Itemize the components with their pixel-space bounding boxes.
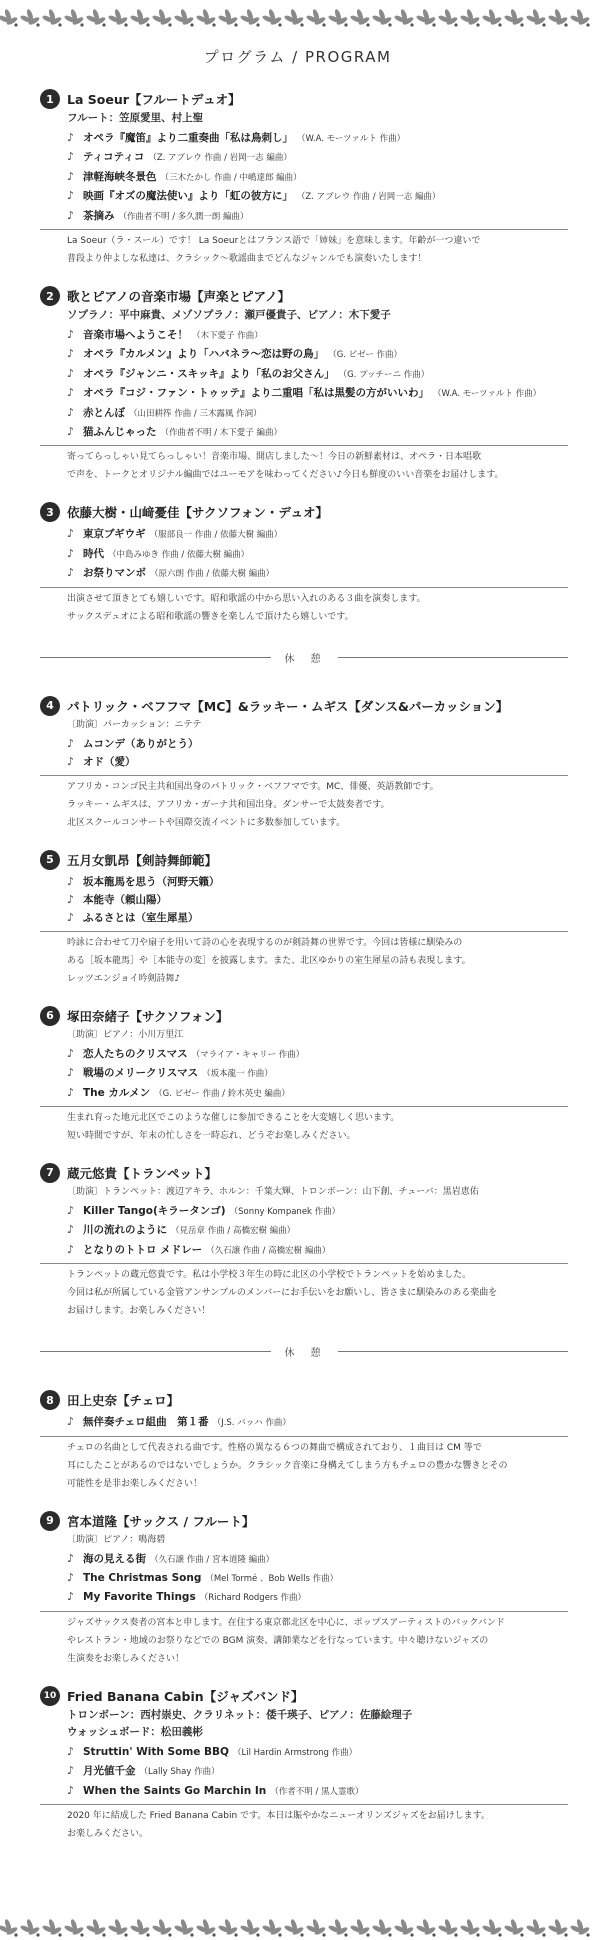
song-list	[40, 1045, 568, 1103]
song-title: My Favorite Things	[83, 1591, 196, 1604]
item-header	[40, 1162, 568, 1184]
music-note-icon: ♪	[67, 1783, 75, 1797]
holly-leaf	[130, 9, 151, 27]
holly-leaf	[394, 1919, 415, 1937]
song-item	[67, 1743, 568, 1762]
music-note-icon: ♪	[67, 425, 75, 439]
song-item	[67, 1064, 568, 1083]
song-credit: （Z. アブレウ 作曲 / 岩岡一志 編曲）	[148, 153, 292, 164]
song-item	[67, 1045, 568, 1064]
item-title: 塚田奈緒子【サクソフォン】	[67, 1008, 229, 1024]
song-item	[67, 564, 568, 583]
holly-leaf	[526, 1919, 547, 1937]
program-item	[40, 1005, 568, 1145]
music-note-icon: ♪	[67, 189, 75, 203]
holly-leaf	[196, 9, 217, 27]
song-title: Killer Tango(キラータンゴ)	[83, 1204, 226, 1217]
song-title: オペラ『カルメン』より「ハバネラ〜恋は野の鳥」	[83, 348, 325, 361]
description-line: 生まれ育った地元北区でこのような催しに参加できることを大変嬉しく思います。	[67, 1112, 400, 1123]
performer-line: トロンボーン：西村崇史、クラリネット：倭千瑛子、ピアノ：佐藤絵理子	[67, 1708, 413, 1721]
song-item	[67, 909, 568, 927]
holly-leaf	[108, 1919, 129, 1937]
item-number-badge: 3	[40, 502, 60, 522]
holly-leaf	[504, 1919, 525, 1937]
song-title: The カルメン	[83, 1086, 151, 1099]
music-note-icon: ♪	[67, 1223, 75, 1237]
holly-leaf	[504, 9, 525, 27]
song-title: 戦場のメリークリスマス	[83, 1067, 199, 1080]
song-title: 映画『オズの魔法使い』より「虹の彼方に」	[83, 190, 293, 203]
song-item	[67, 326, 568, 345]
holly-leaf	[86, 9, 107, 27]
holly-leaf	[350, 1919, 371, 1937]
song-title: 猫ふんじゃった	[83, 426, 157, 439]
item-title: 宮本道隆【サックス / フルート】	[67, 1513, 255, 1529]
holly-leaf	[42, 9, 63, 27]
item-title: 依藤大樹・山﨑憂佳【サクソフォン・デュオ】	[67, 505, 329, 521]
song-title: 津軽海峡冬景色	[83, 170, 157, 183]
song-title: ふるさとは（室生犀星）	[83, 912, 199, 925]
item-description	[40, 1804, 568, 1843]
song-list	[40, 525, 568, 583]
description-line: 2020 年に結成した Fried Banana Cabin です。本日は賑やかなニューオリンズジャズをお届けします。	[67, 1811, 490, 1821]
music-note-icon: ♪	[67, 366, 75, 380]
holly-leaf	[482, 9, 503, 27]
song-title: オペラ『魔笛』より二重奏曲「私は鳥刺し」	[83, 132, 293, 144]
description-line: 北区スクールコンサートや国際交流イベントに多数参加しています。	[67, 817, 346, 828]
holly-leaf	[438, 9, 459, 27]
song-title: 無伴奏チェロ組曲 第１番	[83, 1416, 209, 1429]
music-note-icon: ♪	[67, 347, 75, 361]
holly-leaf	[460, 9, 481, 27]
description-line: レッツエンジョイ吟剣詩舞♪	[67, 973, 181, 984]
holly-leaf	[460, 1919, 481, 1937]
song-item	[67, 1588, 568, 1607]
divider-rule	[40, 657, 271, 658]
song-credit: （W.A. モーツァルト 作曲）	[297, 134, 406, 144]
song-credit: （中島みゆき 作曲 / 依藤大樹 編曲）	[108, 549, 250, 560]
song-item	[67, 1202, 568, 1221]
holly-leaf	[570, 1919, 591, 1937]
song-credit: （マライア・キャリー 作曲）	[191, 1049, 305, 1060]
music-note-icon: ♪	[67, 405, 75, 419]
holly-leaf	[196, 1919, 217, 1937]
song-credit: （Lil Hardin Armstrong 作曲）	[232, 1747, 358, 1758]
song-list	[40, 129, 568, 226]
music-note-icon: ♪	[67, 755, 75, 769]
song-item	[67, 1241, 568, 1260]
holly-leaf	[394, 9, 415, 27]
description-line: ジャズサックス奏者の宮本と申します。在住する東京都北区を中心に、ポップスアーティストのバックバンド	[67, 1617, 505, 1628]
music-note-icon: ♪	[67, 208, 75, 222]
music-note-icon: ♪	[67, 1066, 75, 1080]
song-credit: （木下愛子 作曲）	[192, 331, 263, 342]
holly-leaf	[240, 9, 261, 27]
item-title: パトリック・ベフフマ【MC】&ラッキー・ムギス【ダンス&パーカッション】	[67, 698, 509, 714]
music-note-icon: ♪	[67, 131, 75, 144]
holly-leaf	[570, 9, 591, 27]
description-line: アフリカ・コンゴ民主共和国出身のパトリック・ベフフマです。MC、俳優、英語教師です。	[67, 781, 439, 792]
song-list	[40, 1202, 568, 1260]
holly-leaf	[218, 1919, 239, 1937]
description-line: 可能性を是非お楽しみください！	[67, 1478, 203, 1489]
holly-leaf	[284, 9, 305, 27]
music-note-icon: ♪	[67, 1570, 75, 1584]
item-header	[40, 88, 568, 110]
song-title: Struttin' With Some BBQ	[83, 1745, 229, 1758]
item-number-badge: 9	[40, 1511, 60, 1531]
music-note-icon: ♪	[67, 1085, 75, 1099]
holly-leaf	[152, 1919, 173, 1937]
song-title: 時代	[83, 547, 104, 560]
song-item	[67, 753, 568, 771]
holly-leaf	[350, 9, 371, 27]
item-header	[40, 1389, 568, 1411]
music-note-icon: ♪	[67, 736, 75, 750]
assist-line: 〔助演〕パーカッション：ニテテ	[67, 719, 202, 730]
description-line: 短い時間ですが、年末の忙しさを一時忘れ、どうぞお楽しみください。	[67, 1130, 356, 1141]
song-credit: （G. プッチーニ 作曲）	[338, 369, 430, 380]
performer-line: ソプラノ：平中麻貴、メゾソプラノ：瀬戸優貴子、ピアノ：木下愛子	[67, 309, 391, 322]
divider-rule	[338, 657, 569, 658]
description-line: トランペットの蔵元悠貴です。私は小学校３年生の時に北区の小学校でトランペットを始めました。	[67, 1270, 472, 1281]
item-header	[40, 849, 568, 871]
assist-line: 〔助演〕トランペット：渡辺アキラ、ホルン：千葉大輝、トロンボーン：山下創、チューバ：黒岩恵佑	[67, 1186, 479, 1197]
description-line: ラッキー・ムギスは、アフリカ・ガーナ共和国出身。ダンサーで太鼓奏者です。	[67, 799, 390, 810]
holly-leaf	[174, 1919, 195, 1937]
item-header	[40, 1510, 568, 1532]
song-credit: （Richard Rodgers 作曲）	[199, 1593, 307, 1604]
description-line: チェロの名曲として代表される曲です。性格の異なる６つの舞曲で構成されており、１曲目は CM 等で	[67, 1442, 482, 1453]
song-item	[67, 873, 568, 891]
intermission-label: 休 憩	[284, 1348, 324, 1360]
item-header	[40, 285, 568, 307]
holly-leaf	[42, 1919, 63, 1937]
song-item	[67, 129, 568, 148]
song-item	[67, 1084, 568, 1103]
song-credit: （久石譲 作曲 / 高橋宏樹 編曲）	[206, 1245, 331, 1256]
program-item	[40, 849, 568, 988]
song-credit: （W.A. モーツァルト 作曲）	[433, 389, 542, 400]
description-line: 今回は私が所属している金管アンサンブルのメンバーにお手伝いをお願いし、皆さまに馴染みのある楽曲を	[67, 1288, 498, 1299]
item-title: 蔵元悠貴【トランペット】	[67, 1165, 218, 1181]
song-title: When the Saints Go Marchin In	[83, 1784, 267, 1797]
program-item	[40, 1162, 568, 1320]
song-item	[67, 545, 568, 564]
description-line: 寄ってらっしゃい見てらっしゃい！音楽市場、開店しました〜！今日の新鮮素材は、オペラ・日本唱歌	[67, 452, 482, 463]
song-title: 東京ブギウギ	[83, 528, 146, 541]
holly-leaf	[416, 9, 437, 27]
music-note-icon: ♪	[67, 892, 75, 906]
song-item	[67, 735, 568, 753]
song-title: 坂本龍馬を思う（河野天籟）	[83, 875, 220, 888]
item-description	[40, 775, 568, 832]
item-description	[40, 1611, 568, 1668]
song-credit: （Z. アブレウ 作曲 / 岩岡一志 編曲）	[296, 192, 441, 203]
item-header	[40, 1685, 568, 1707]
holly-leaf	[130, 1919, 151, 1937]
holly-leaf	[306, 1919, 327, 1937]
description-line: お届けします。お楽しみください！	[67, 1306, 211, 1317]
song-title: オド（愛）	[83, 756, 136, 769]
song-item	[67, 187, 568, 206]
holly-leaf	[20, 9, 41, 27]
music-note-icon: ♪	[67, 169, 75, 183]
item-number-badge: 10	[40, 1686, 60, 1706]
item-description	[40, 229, 568, 268]
program-item	[40, 695, 568, 832]
song-credit: （作者不明 / 黒人霊歌）	[270, 1786, 364, 1797]
song-title: The Christmas Song	[83, 1571, 202, 1584]
song-list	[40, 735, 568, 772]
song-item	[67, 345, 568, 364]
program-item	[40, 1389, 568, 1492]
item-title: 田上史奈【チェロ】	[67, 1393, 180, 1409]
intermission-label: 休 憩	[284, 653, 324, 665]
song-credit: （G. ビゼー 作曲）	[328, 350, 403, 361]
holly-frieze-bottom	[0, 1910, 595, 1940]
divider-rule	[40, 1351, 271, 1352]
song-credit: （Lally Shay 作曲）	[139, 1767, 220, 1778]
holly-leaf	[0, 1919, 18, 1937]
holly-leaf	[262, 1919, 283, 1937]
song-credit: （G. ビゼー 作曲 / 鈴木英史 編曲）	[154, 1088, 290, 1099]
holly-leaf	[548, 1919, 569, 1937]
description-line: La Soeur（ラ・スール）です！ La Soeurとはフランス語で「姉妹」を意味します。年齢が一つ違いで	[67, 236, 481, 247]
divider-rule	[338, 1351, 569, 1352]
intermission-divider	[40, 1344, 568, 1359]
item-title: La Soeur【フルートデュオ】	[67, 92, 241, 107]
item-header	[40, 695, 568, 717]
music-note-icon: ♪	[67, 328, 75, 342]
holly-leaf	[218, 9, 239, 27]
holly-leaf	[240, 1919, 261, 1937]
holly-leaf	[526, 9, 547, 27]
item-number-badge: 5	[40, 850, 60, 870]
holly-leaf	[372, 1919, 393, 1937]
holly-leaf	[108, 9, 129, 27]
item-number-badge: 7	[40, 1163, 60, 1183]
song-list	[40, 873, 568, 928]
song-item	[67, 1569, 568, 1588]
song-list	[40, 1550, 568, 1608]
song-item	[67, 384, 568, 403]
song-title: 音楽市場へようこそ！	[83, 329, 188, 342]
holly-leaf	[328, 1919, 349, 1937]
music-note-icon: ♪	[67, 911, 75, 925]
assist-line: 〔助演〕ピアノ：小川万里江	[67, 1029, 184, 1040]
song-title: オペラ『コジ・ファン・トゥッテ』より二重唱「私は黒髪の方がいいわ」	[83, 387, 430, 400]
song-item	[67, 1413, 568, 1432]
song-title: 茶摘み	[83, 209, 115, 222]
song-item	[67, 404, 568, 423]
music-note-icon: ♪	[67, 874, 75, 888]
item-number-badge: 4	[40, 696, 60, 716]
holly-leaf	[64, 9, 85, 27]
song-item	[67, 365, 568, 384]
holly-leaf	[262, 9, 283, 27]
song-credit: （Sonny Kompanek 作曲）	[229, 1206, 341, 1217]
song-credit: （作曲者不明 / 木下愛子 編曲）	[160, 428, 282, 439]
holly-leaf	[416, 1919, 437, 1937]
holly-leaf	[482, 1919, 503, 1937]
description-line: 生演奏をお楽しみください！	[67, 1653, 185, 1664]
song-list	[40, 1413, 568, 1432]
assist-line: 〔助演〕ピアノ：鳴海碧	[67, 1534, 166, 1545]
description-line: 耳にしたことがあるのではないでしょうか。クラシック音楽に身構えてしまう方もチェロの豊かな響きとその	[67, 1460, 508, 1471]
holly-leaf	[0, 9, 18, 27]
item-header	[40, 501, 568, 523]
holly-frieze-top	[0, 0, 595, 30]
holly-leaf	[20, 1919, 41, 1937]
song-title: ムコンデ（ありがとう）	[83, 737, 199, 750]
song-item	[67, 891, 568, 909]
song-list	[40, 1743, 568, 1801]
song-credit: （Mel Tormé 、Bob Wells 作曲）	[205, 1573, 339, 1584]
holly-leaf	[372, 9, 393, 27]
music-note-icon: ♪	[67, 566, 75, 580]
song-title: 海の見える街	[83, 1552, 146, 1565]
program-item	[40, 1685, 568, 1843]
music-note-icon: ♪	[67, 546, 75, 560]
music-note-icon: ♪	[67, 1046, 75, 1060]
song-item	[67, 1221, 568, 1240]
holly-leaf	[64, 1919, 85, 1937]
song-credit: （三木たかし 作曲 / 中嶋達郎 編曲）	[160, 172, 302, 183]
program-list	[40, 88, 568, 1860]
holly-leaf	[152, 9, 173, 27]
song-credit: （見岳章 作曲 / 高橋宏樹 編曲）	[171, 1226, 296, 1237]
description-line: やレストラン・地域のお祭りなどでの BGM 演奏、講師業などを行なっています。中々聴けないジャズの	[67, 1635, 489, 1646]
item-description	[40, 445, 568, 484]
music-note-icon: ♪	[67, 386, 75, 400]
item-description	[40, 587, 568, 626]
song-title: オペラ『ジャンニ・スキッキ』より「私のお父さん」	[83, 367, 335, 380]
item-description	[40, 1106, 568, 1145]
description-line: ある［坂本龍馬］や［本能寺の変］を披露します。また、北区ゆかりの室生犀星の詩も表現します。	[67, 955, 471, 966]
holly-leaf	[548, 9, 569, 27]
item-title: 歌とピアノの音楽市場【声楽とピアノ】	[67, 289, 291, 305]
song-credit: （原六朗 作曲 / 依藤大樹 編曲）	[150, 569, 275, 580]
item-description	[40, 931, 568, 988]
music-note-icon: ♪	[67, 1764, 75, 1778]
item-header	[40, 1005, 568, 1027]
song-item	[67, 423, 568, 442]
song-item	[67, 148, 568, 167]
music-note-icon: ♪	[67, 1551, 75, 1565]
item-number-badge: 6	[40, 1006, 60, 1026]
song-credit: （坂本龍一 作曲）	[202, 1069, 273, 1080]
description-line: お楽しみください。	[67, 1829, 149, 1839]
song-item	[67, 168, 568, 187]
holly-frieze-icon	[0, 0, 595, 30]
song-title: 赤とんぼ	[83, 406, 125, 419]
item-number-badge: 1	[40, 89, 60, 109]
song-title: となりのトトロ メドレー	[83, 1243, 203, 1256]
song-item	[67, 1762, 568, 1781]
item-title: Fried Banana Cabin【ジャズバンド】	[67, 1688, 304, 1704]
song-title: 本能寺（頼山陽）	[83, 893, 167, 906]
program-item	[40, 88, 568, 268]
song-title: 川の流れのように	[83, 1224, 167, 1237]
song-item	[67, 1550, 568, 1569]
song-credit: （久石譲 作曲 / 宮本道隆 編曲）	[150, 1554, 275, 1565]
holly-leaf	[86, 1919, 107, 1937]
song-title: お祭りマンボ	[83, 567, 146, 580]
song-item	[67, 525, 568, 544]
holly-leaf	[284, 1919, 305, 1937]
music-note-icon: ♪	[67, 1203, 75, 1217]
song-list	[40, 326, 568, 442]
music-note-icon: ♪	[67, 527, 75, 541]
performer-line: フルート：笠原愛里、村上聖	[67, 112, 204, 124]
description-line: サックスデュオによる昭和歌謡の響きを楽しんで頂けたら嬉しいです。	[67, 611, 354, 622]
holly-leaf	[174, 9, 195, 27]
performer-line: ウォッシュボード：松田義彬	[67, 1725, 203, 1738]
music-note-icon: ♪	[67, 1744, 75, 1758]
holly-frieze-icon	[0, 1910, 595, 1940]
holly-leaf	[306, 9, 327, 27]
description-line: 普段より仲よしな私達は、クラシック〜歌謡曲までどんなジャンルでも演奏いたします！	[67, 254, 427, 265]
program-item	[40, 1510, 568, 1668]
page-title: プログラム / PROGRAM	[203, 48, 392, 66]
song-item	[67, 207, 568, 226]
song-credit: （J.S. バッハ 作曲）	[212, 1418, 291, 1429]
description-line: 吟詠に合わせて刀や扇子を用いて詩の心を表現するのが剣詩舞の世界です。今回は皆様に馴染みの	[67, 937, 463, 948]
music-note-icon: ♪	[67, 1590, 75, 1604]
description-line: で声を、トークとオリジナル編曲ではユーモアを味わってください♪今日も鮮度のいい音楽をお届けします。	[67, 470, 504, 481]
song-title: ティコティコ	[83, 151, 145, 164]
program-item	[40, 285, 568, 484]
item-number-badge: 2	[40, 286, 60, 306]
description-line: 出演させて頂きとても嬉しいです。昭和歌謡の中から思い入れのある３曲を演奏します。	[67, 593, 426, 604]
item-description	[40, 1436, 568, 1493]
program-item	[40, 501, 568, 625]
item-title: 五月女凱昂【剣詩舞師範】	[67, 852, 218, 868]
song-item	[67, 1782, 568, 1801]
music-note-icon: ♪	[67, 150, 75, 164]
song-title: 恋人たちのクリスマス	[83, 1047, 188, 1060]
music-note-icon: ♪	[67, 1415, 75, 1429]
holly-leaf	[328, 9, 349, 27]
song-title: 月光値千金	[83, 1765, 136, 1778]
item-description	[40, 1263, 568, 1320]
item-number-badge: 8	[40, 1390, 60, 1410]
song-credit: （山田耕筰 作曲 / 三木露風 作詞）	[129, 408, 262, 419]
song-credit: （服部良一 作曲 / 依藤大樹 編曲）	[149, 530, 283, 541]
intermission-divider	[40, 650, 568, 665]
holly-leaf	[438, 1919, 459, 1937]
music-note-icon: ♪	[67, 1242, 75, 1256]
song-credit: （作曲者不明 / 多久潤一朗 編曲）	[118, 211, 249, 222]
